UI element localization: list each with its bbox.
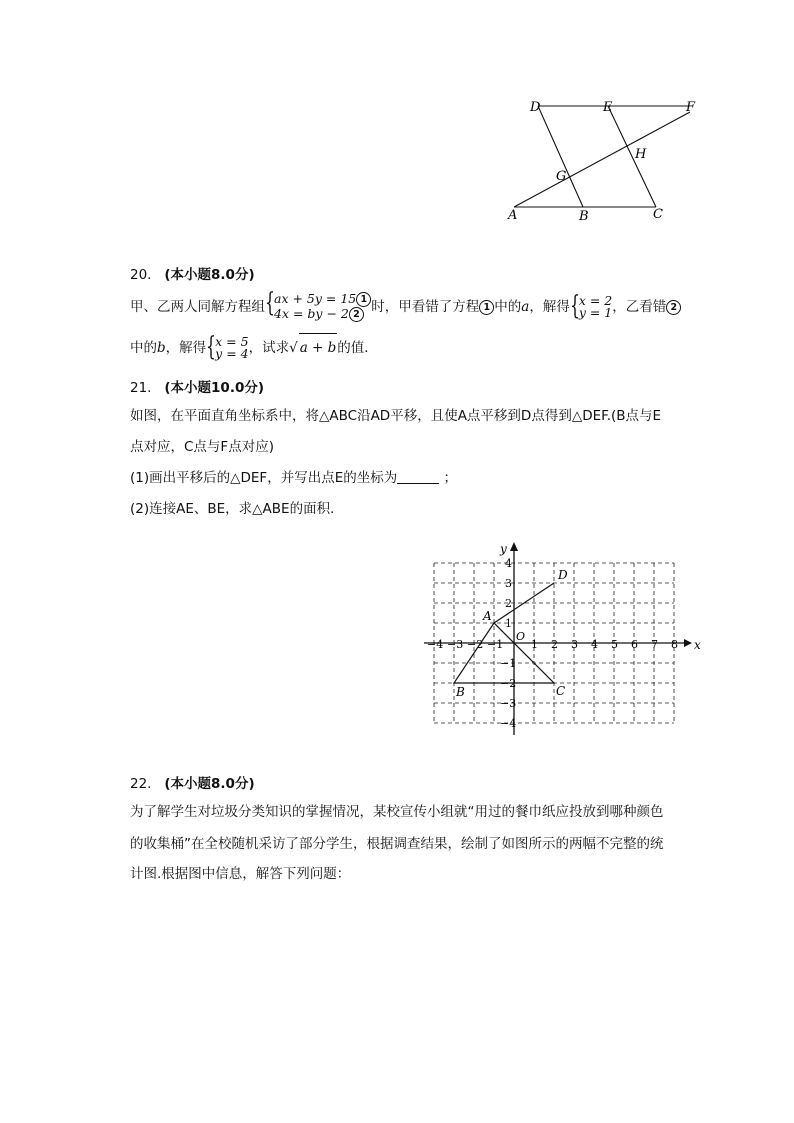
y-axis-label: y <box>500 542 507 556</box>
coordinate-grid-figure <box>420 525 705 735</box>
y-tick-label: 4 <box>505 557 512 570</box>
question-21-part-2: (2)连接AE、BE，求△ABE的面积． <box>130 501 344 517</box>
x-tick-label: −2 <box>467 638 484 651</box>
parallelogram-figure <box>500 92 710 227</box>
question-21-part-1 <box>130 468 457 488</box>
solution-x: x = 5 <box>215 334 249 349</box>
circled-number-1: 1 <box>356 292 371 307</box>
text-segment: ，解得 <box>165 340 207 356</box>
segment-AD <box>494 583 554 623</box>
equation-system: { ax + 5y = 15 1 4x = by − 2 2 <box>265 292 371 322</box>
variable-a: a <box>521 299 530 315</box>
question-22-line-2: 的收集桶”在全校随机采访了部分学生，根据调查结果，绘制了如图所示的两幅不完整的统 <box>130 836 664 852</box>
question-number: 20. <box>130 267 152 283</box>
text-segment: ，试求 <box>248 340 290 356</box>
text-segment: ，解得 <box>529 299 570 315</box>
label-D: D <box>530 100 541 115</box>
y-tick-label: −2 <box>500 677 517 690</box>
question-21-header <box>130 376 264 396</box>
y-tick-label: 3 <box>505 577 512 590</box>
question-22-line-1: 为了解学生对垃圾分类知识的掌握情况，某校宣传小组就“用过的餐巾纸应投放到哪种颜色 <box>130 804 664 820</box>
label-H: H <box>635 147 647 162</box>
answer-blank[interactable] <box>397 469 439 484</box>
x-tick-label: −3 <box>447 638 464 651</box>
y-axis-arrow <box>510 542 518 551</box>
question-21-line-1: 如图，在平面直角坐标系中，将△ABC沿AD平移，且使A点平移到D点得到△DEF.(B点与E <box>130 408 662 424</box>
x-tick-label: 4 <box>591 638 598 651</box>
x-tick-label: 2 <box>551 638 558 651</box>
y-tick-label: −1 <box>500 657 517 670</box>
question-score: (本小题8.0分) <box>164 267 255 283</box>
solution-y: y = 1 <box>578 305 613 320</box>
triangle-ABC <box>454 623 554 683</box>
point-label-B: B <box>456 685 465 699</box>
point-label-D: D <box>558 568 568 582</box>
label-G: G <box>556 169 567 184</box>
solution-system-1: { x = 2 y = 1 <box>569 291 613 321</box>
x-tick-label: 1 <box>531 638 538 651</box>
circled-number-1: 1 <box>479 300 494 315</box>
text-segment: ，乙看错 <box>612 299 667 315</box>
solution-y: y = 4 <box>215 346 249 361</box>
equation-1: ax + 5y = 15 <box>274 291 357 306</box>
x-tick-label: 7 <box>651 638 658 651</box>
text-segment: 甲、乙两人同解方程组 <box>130 299 265 315</box>
question-number: 22. <box>130 776 152 792</box>
y-tick-label: 1 <box>505 617 512 630</box>
question-22-header <box>130 772 255 792</box>
text-segment: 时，甲看错了方程 <box>371 299 480 315</box>
question-score: (本小题10.0分) <box>164 380 265 396</box>
question-20-header <box>130 263 255 283</box>
x-tick-label: 8 <box>671 638 678 651</box>
variable-b: b <box>157 340 166 356</box>
sqrt-expression: a + b <box>299 333 338 362</box>
x-tick-label: −4 <box>427 638 444 651</box>
text-segment: ； <box>443 470 458 486</box>
x-tick-label: −1 <box>487 638 504 651</box>
question-number: 21. <box>130 380 152 396</box>
x-axis-arrow <box>684 639 692 647</box>
line-DB <box>538 106 583 207</box>
y-tick-label: −4 <box>500 717 517 730</box>
question-20-line-1 <box>130 288 681 322</box>
label-F: F <box>686 100 696 115</box>
x-tick-label: 6 <box>631 638 638 651</box>
question-score: (本小题8.0分) <box>164 776 255 792</box>
origin-label: O <box>516 630 526 643</box>
question-22-line-3: 计图.根据图中信息，解答下列问题： <box>130 866 351 882</box>
solution-x: x = 2 <box>578 293 613 308</box>
equation-2: 4x = by − 2 <box>274 306 349 321</box>
point-label-A: A <box>483 609 492 623</box>
y-tick-label: −3 <box>500 697 517 710</box>
label-E: E <box>603 100 613 115</box>
text-segment: (1)画出平移后的△DEF，并写出点E的坐标为 <box>130 470 398 486</box>
text-segment: 中的 <box>130 340 157 356</box>
circled-number-2: 2 <box>666 300 681 315</box>
y-tick-label: 2 <box>505 597 512 610</box>
text-segment: 中的 <box>494 299 522 315</box>
line-EC <box>608 106 656 207</box>
label-B: B <box>579 209 589 224</box>
x-tick-label: 5 <box>611 638 618 651</box>
question-21-line-2: 点对应，C点与F点对应) <box>130 439 274 455</box>
solution-system-2: { x = 5 y = 4 <box>206 332 249 362</box>
label-A: A <box>508 208 518 223</box>
question-20-line-2: 中的b，解得 { x = 5 y = 4 ，试求√ a + b的值． <box>130 332 378 362</box>
point-label-C: C <box>556 684 566 698</box>
line-AF <box>514 112 690 207</box>
text-segment: 的值． <box>337 340 378 356</box>
x-tick-label: 3 <box>571 638 578 651</box>
x-axis-label: x <box>694 638 701 652</box>
circled-number-2: 2 <box>349 307 364 322</box>
label-C: C <box>653 207 663 222</box>
